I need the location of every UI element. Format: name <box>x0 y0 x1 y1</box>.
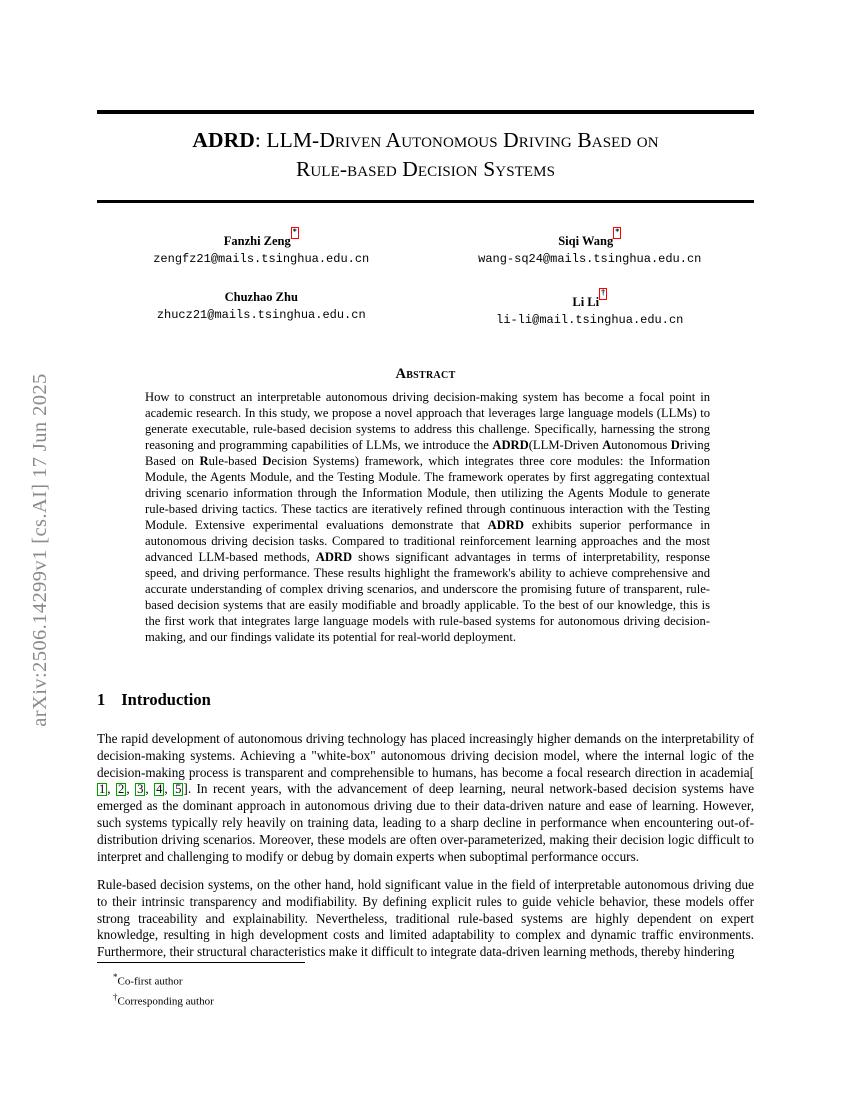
citation-link[interactable]: 5 <box>175 782 182 797</box>
abstract-text-8: shows significant advantages in terms of interpretability, response speed, and driving performance. These results highlight the framework's ability to achieve comprehensive and accurate understanding of complex driving scenarios, and underscore the promising future of transparent, rule-based decision systems that are easily modifiable and broadly applicable. To the best of our knowledge, this is the first work that integrates large language models with rule-based systems for autonomous driving decision-making, and our findings validate its potential for real-world deployment. <box>145 550 710 644</box>
abstract-text-6: ecision Systems) framework, which integrates three core modules: the Information Module, the Agents Module, and the Testing Module. The framework operates by first aggregating contextual driving scenario information through the Information Module, then utilizing the Agents Module to generate rule-based driving tactics. These tactics are iteratively refined through continuous interaction with the Testing Module. Extensive experimental evaluations demonstrate that <box>145 454 711 532</box>
footnote-marker[interactable]: † <box>599 288 607 300</box>
author-email[interactable]: zengfz21@mails.tsinghua.edu.cn <box>153 252 370 267</box>
author-name <box>426 228 755 249</box>
section-title: Introduction <box>121 690 211 709</box>
arxiv-stamp <box>0 0 80 1100</box>
abstract-bold-r: R <box>199 454 209 468</box>
author-email[interactable]: wang-sq24@mails.tsinghua.edu.cn <box>478 252 702 267</box>
footnote-symbol: * <box>113 972 118 982</box>
footnote-block <box>97 970 497 1009</box>
author-row <box>97 289 754 329</box>
author-name-text: Siqi Wang <box>558 234 614 249</box>
abstract-text-5: ule-based <box>208 454 263 468</box>
page-title <box>97 126 754 184</box>
citation-group: 1 , 2 , 3 , 4 , 5 <box>99 781 182 797</box>
author-entry <box>426 228 755 268</box>
footnote-text: Corresponding author <box>117 995 214 1008</box>
author-entry <box>426 289 755 329</box>
footnote-item <box>97 970 497 990</box>
abstract-body <box>145 389 710 645</box>
citation-link[interactable]: 1 <box>99 782 106 797</box>
abstract-acronym-1: ADRD <box>492 438 529 452</box>
arxiv-stamp-text: arXiv:2506.14299v1 [cs.AI] 17 Jun 2025 <box>28 373 51 727</box>
title-line1-rest: : LLM-Driven Autonomous Driving Based on <box>254 128 659 152</box>
author-name <box>97 228 426 249</box>
citation-link[interactable]: 4 <box>156 782 163 797</box>
citation-link[interactable]: 2 <box>118 782 125 797</box>
abstract-text-4: riving Based on <box>145 438 710 468</box>
title-acronym: ADRD <box>192 128 255 152</box>
author-name-text: Fanzhi Zeng <box>223 234 291 249</box>
author-name <box>426 289 755 310</box>
footnote-text: Co-first author <box>117 975 183 988</box>
author-block <box>97 228 754 329</box>
author-entry <box>97 289 426 329</box>
footnote-marker[interactable]: * <box>613 227 621 239</box>
paragraph-text-b: ]. In recent years, with the advancement of deep learning, neural network-based decision systems have emerged as the dominant approach in autonomous driving due to their data-driven nature and ease of learning. However, such systems typically rely heavily on training data, leading to a sharp decline in performance when encountering out-of-distribution driving scenarios. Moreover, these models are often over-parameterized, making their decision logic difficult to interpret and challenging to modify or debug by domain experts when suboptimal performance occurs. <box>97 781 755 864</box>
author-name <box>97 289 426 305</box>
abstract-bold-a: A <box>602 438 612 452</box>
author-entry <box>97 228 426 268</box>
abstract-acronym-3: ADRD <box>315 550 353 564</box>
abstract-text-1: How to construct an interpretable autonomous driving decision-making system has become a focal point in academic research. In this study, we propose a novel approach that leverages large language models (LLMs) to generate executable, rule-based decision systems to address this challenge. Specifically, harnessing the strong reasoning and programming capabilities of LLMs, we introduce the <box>145 390 710 452</box>
paragraph-intro-1 <box>97 731 754 865</box>
footnote-marker[interactable]: * <box>291 227 299 239</box>
footnote-symbol: † <box>113 991 118 1002</box>
author-name-text: Chuzhao Zhu <box>224 290 298 305</box>
abstract-text-2: (LLM-Driven <box>528 438 603 452</box>
author-email[interactable]: li-li@mail.tsinghua.edu.cn <box>496 313 684 328</box>
citation-link[interactable]: 3 <box>137 782 144 797</box>
abstract-acronym-2: ADRD <box>487 518 525 532</box>
footnote-separator <box>97 962 305 963</box>
abstract-text-3: utonomous <box>611 438 671 452</box>
author-row <box>97 228 754 268</box>
author-name-text: Li Li <box>572 295 600 310</box>
title-rule-top <box>97 110 754 114</box>
section-heading-introduction <box>97 690 754 710</box>
abstract-bold-d1: D <box>670 438 680 452</box>
footnote-item <box>97 990 497 1010</box>
paragraph-intro-2: Rule-based decision systems, on the other hand, hold significant value in the field of interpretable autonomous driving due to their intrinsic transparency and modifiability. By defining explicit rules to guide vehicle behavior, these models offer strong traceability and explainability. Nevertheless, traditional rule-based systems are highly dependent on expert knowledge, resulting in high development costs and limited adaptability to complex and dynamic traffic environments. Furthermore, their structural characteristics make it difficult to integrate data-driven learning methods, thereby hindering <box>97 877 754 960</box>
paragraph-text-a: The rapid development of autonomous driving technology has placed increasingly higher demands on the interpretability of decision-making systems. Achieving a "white-box" autonomous driving decision model, where the internal logic of the decision-making process is transparent and comprehensible to humans, has become a focal research direction in academia[ <box>97 731 754 780</box>
abstract-heading: Abstract <box>395 366 456 382</box>
author-email[interactable]: zhucz21@mails.tsinghua.edu.cn <box>156 308 366 323</box>
paper-page <box>97 0 754 1100</box>
section-number: 1 <box>97 690 106 709</box>
title-line2: Rule-based Decision Systems <box>295 157 556 181</box>
abstract-text-7: exhibits superior performance in autonomous driving decision tasks. Compared to traditional reinforcement learning approaches and the most advanced LLM-based methods, <box>145 518 710 564</box>
title-rule-bottom <box>97 200 754 203</box>
abstract-bold-d2: D <box>262 454 272 468</box>
